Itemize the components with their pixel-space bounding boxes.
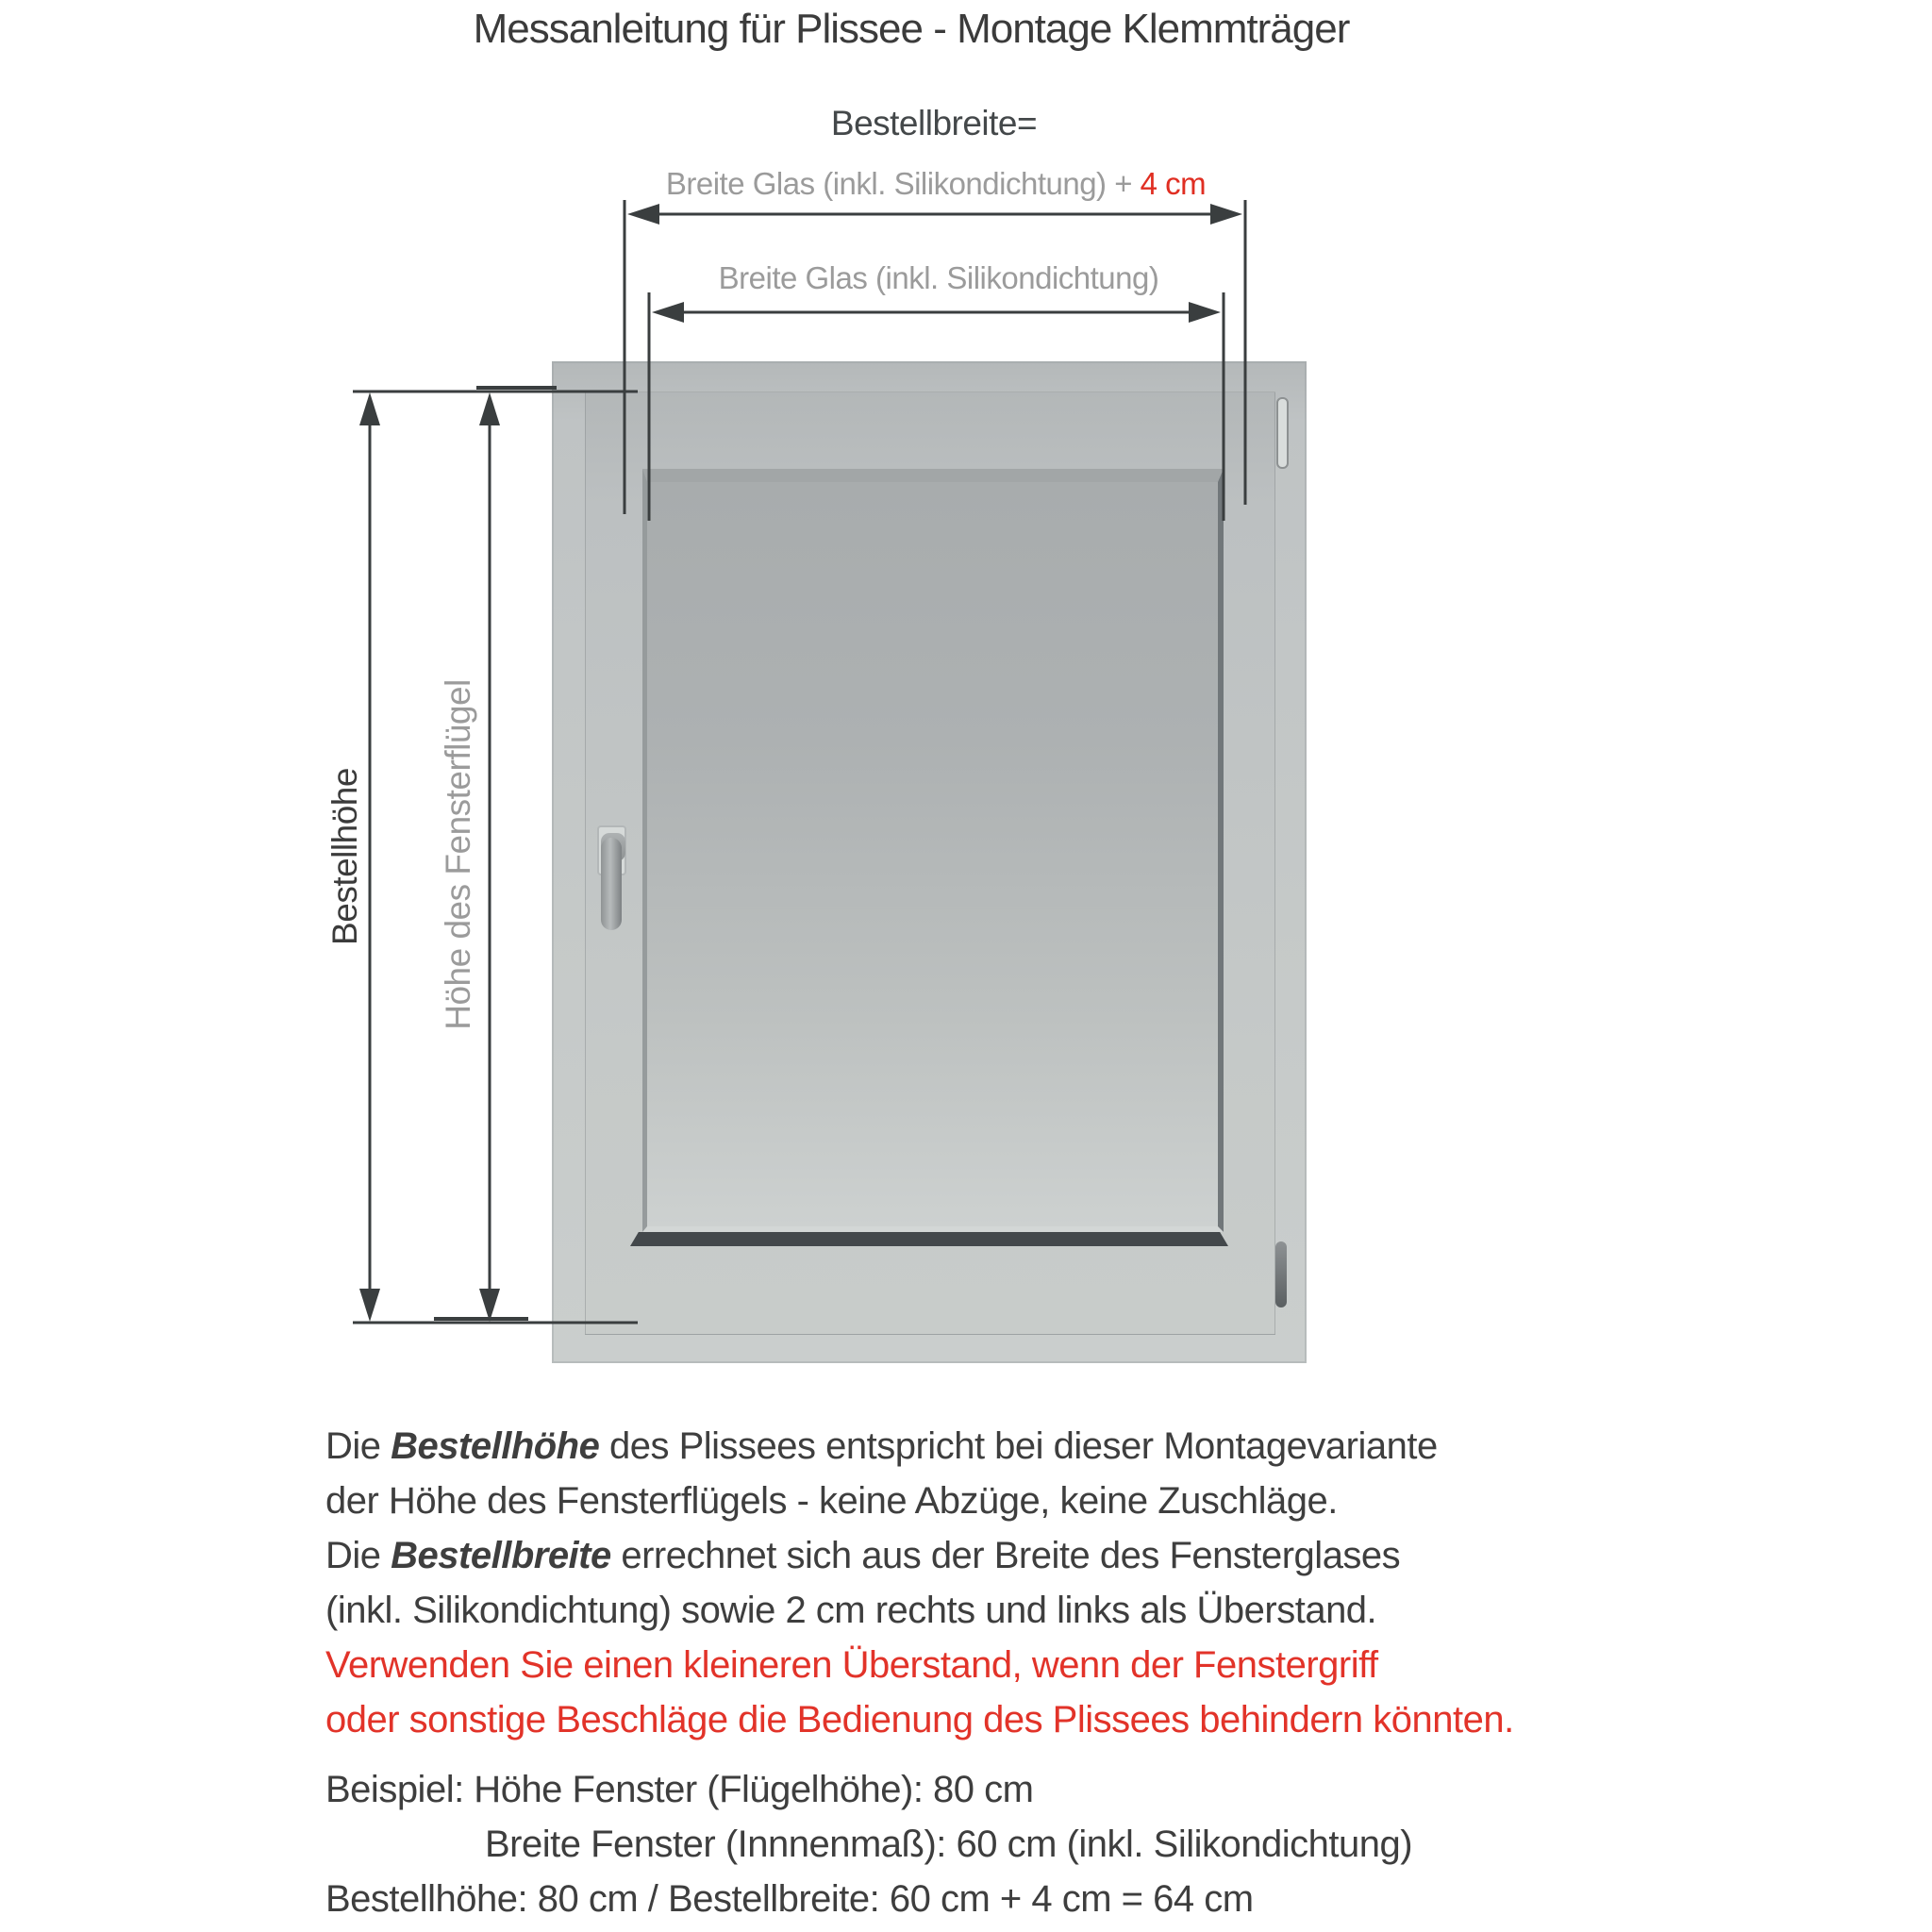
- description-line-1-post: des Plissees entspricht bei dieser Montagevariante: [599, 1425, 1438, 1467]
- window-hinge-top: [1276, 397, 1289, 469]
- description-block: [325, 1419, 1514, 1926]
- description-line-1-pre: Die: [325, 1425, 391, 1467]
- order-height-label: Bestellhöhe: [325, 768, 364, 945]
- window-glass: [642, 469, 1224, 1232]
- description-line-3: [325, 1528, 1514, 1583]
- description-line-1: [325, 1419, 1514, 1474]
- sash-height-label: Höhe des Fensterflügel: [439, 679, 477, 1030]
- example-line-2: Breite Fenster (Innnenmaß): 60 cm (inkl. Silikondichtung): [485, 1824, 1413, 1865]
- example-line-3: Bestellhöhe: 80 cm / Bestellbreite: 60 cm + 4 cm = 64 cm: [325, 1878, 1254, 1920]
- glass-width-label: Breite Glas (inkl. Silikondichtung): [718, 260, 1159, 295]
- glass-width-plus-label-gray: Breite Glas (inkl. Silikondichtung) +: [665, 166, 1141, 201]
- order-width-label: Bestellbreite=: [830, 104, 1038, 142]
- description-line-3-bold: Bestellbreite: [391, 1535, 611, 1576]
- description-line-4: (inkl. Silikondichtung) sowie 2 cm rechts und links als Überstand.: [325, 1590, 1377, 1631]
- glass-width-plus-label-red: 4 cm: [1140, 166, 1207, 201]
- example-line-1: Beispiel: Höhe Fenster (Flügelhöhe): 80 cm: [325, 1769, 1034, 1810]
- glass-width-plus-label: [666, 166, 1206, 202]
- window-handle-grip: [601, 838, 622, 930]
- warning-line-2: oder sonstige Beschläge die Bedienung des Plissees behindern könnten.: [325, 1699, 1514, 1740]
- warning-line-1: Verwenden Sie einen kleineren Überstand, wenn der Fenstergriff: [325, 1644, 1378, 1686]
- glass-sill-shadow: [630, 1232, 1228, 1246]
- window-hinge-bottom: [1275, 1241, 1287, 1307]
- height-dimension-sash: [479, 392, 500, 1322]
- description-line-2: der Höhe des Fensterflügels - keine Abzüge, keine Zuschläge.: [325, 1480, 1338, 1522]
- description-line-1-bold: Bestellhöhe: [391, 1425, 600, 1467]
- description-line-3-pre: Die: [325, 1535, 391, 1576]
- page-title: Messanleitung für Plissee - Montage Klemmträger: [473, 6, 1350, 52]
- description-line-3-post: errechnet sich aus der Breite des Fensterglases: [610, 1535, 1401, 1576]
